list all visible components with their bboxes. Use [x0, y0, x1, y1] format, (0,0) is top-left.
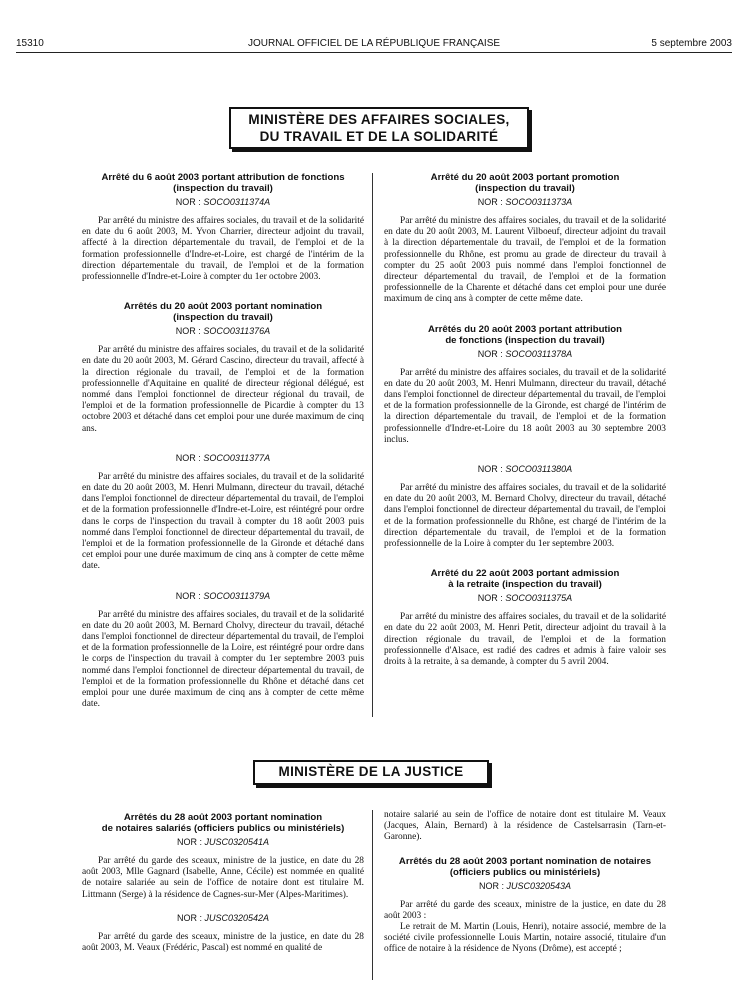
nor-reference: NOR : SOCO0311377A: [175, 452, 271, 463]
article-title: Arrêté du 20 août 2003 portant promotion (inspection du travail): [430, 172, 620, 194]
article-title: Arrêtés du 20 août 2003 portant attribution de fonctions (inspection du travail): [427, 323, 623, 346]
ministry-heading-social-affairs: [229, 107, 529, 149]
article-text: Par arrêté du ministre des affaires sociales, du travail et de la solidarité en date du 20 août 2003, M. Henri Mulmann, directeur du travail, détaché dans l'emploi fonctionnel de directeur départemental du travail, de l'emploi et de la formation professionnelle de la Gironde, est chargé de l'intérim de la direction départementale du travail, de l'emploi et de la formation professionnelle d'Indre-et-Loire du 18 août 2003 au 30 septembre 2003 inclus.: [384, 367, 666, 445]
article-text: Par arrêté du garde des sceaux, ministre de la justice, en date du 28 août 2003, Mlle Gagnard (Isabelle, Anne, Cécile) est nommée en qualité de notaire salariée au sein de l'office de notaire dont est titulaire M. Littmann (Serge) à la résidence de Cagnes-sur-Mer (Alpes-Maritimes).: [82, 856, 364, 900]
ministry-heading-line-1: MINISTÈRE DE LA JUSTICE: [278, 764, 464, 779]
article-title: Arrêté du 22 août 2003 portant admission à la retraite (inspection du travail): [430, 568, 620, 591]
article-title: Arrêtés du 28 août 2003 portant nomination de notaires salariés (officiers publics ou ministériels): [101, 812, 345, 834]
nor-reference: NOR : SOCO0311378A: [477, 348, 573, 359]
article-text: Le retrait de M. Martin (Louis, Henri), notaire associé, membre de la société civile professionnelle Louis Martin, notaire associé, titulaire d'un office de notaire à la résidence de Nyons (Drôme), est accepté ;: [384, 922, 666, 955]
article-text: Par arrêté du ministre des affaires sociales, du travail et de la solidarité en date du 20 août 2003, M. Gérard Cascino, directeur du travail, affecté à la direction régionale du travail, de l'emploi et de la formation professionnelle d'Aquitaine en qualité de directeur régional délégué, est nommé dans l'emploi fonctionnel de directeur régional du travail, de l'emploi et de la formation professionnelle de Picardie à compter du 13 octobre 2003 et détaché dans cet emploi pour une durée maximum de cinq ans.: [82, 345, 364, 434]
right-column-bottom: [384, 810, 666, 956]
article-text: Par arrêté du ministre des affaires sociales, du travail et de la solidarité en date du 20 août 2003, M. Bernard Cholvy, directeur du travail, détaché dans l'emploi fonctionnel de directeur départemental du travail, de l'emploi et de la formation professionnelle de la Loire, est réintégré pour ordre dans le corps de l'inspection du travail à compter du 1er septembre 2003 puis nommé dans l'emploi fonctionnel de directeur départemental du travail, de l'emploi et de la formation professionnelle du Rhône et détaché dans cet emploi pour une durée maximum de cinq ans à compter de cette même date.: [82, 609, 364, 710]
left-column-top: [82, 172, 364, 711]
nor-reference: NOR : SOCO0311373A: [477, 197, 573, 207]
article-text: Par arrêté du ministre des affaires sociales, du travail et de la solidarité en date du 22 août 2003, M. Henri Petit, directeur adjoint du travail à la direction régionale du travail, de l'emploi et de la formation professionnelle d'Alsace, est radié des cadres et admis à faire valoir ses droits à la retraite, à sa demande, à compter du 5 avril 2004.: [384, 612, 666, 668]
article-text: Par arrêté du ministre des affaires sociales, du travail et de la solidarité en date du 20 août 2003, M. Henri Mulmann, directeur du travail, détaché dans l'emploi fonctionnel de directeur départemental du travail, de l'emploi et de la formation professionnelle d'Indre-et-Loire, est réintégré pour ordre dans le corps de l'inspection du travail à compter du 18 août 2003 puis nommé dans l'emploi fonctionnel de directeur départemental du travail, de l'emploi et de la formation professionnelle de la Gironde et détaché dans cet emploi pour une durée maximum de cinq ans à compter de cette même date.: [82, 471, 364, 572]
article-title: Arrêtés du 28 août 2003 portant nomination de notaires (officiers publics ou ministériels): [398, 855, 652, 878]
column-divider-bottom: [372, 810, 373, 980]
article-title: Arrêté du 6 août 2003 portant attribution de fonctions (inspection du travail): [101, 172, 345, 194]
column-divider-top: [372, 173, 373, 717]
nor-reference: NOR : JUSC0320542A: [176, 912, 270, 923]
article-text: Par arrêté du ministre des affaires sociales, du travail et de la solidarité en date du 6 août 2003, M. Yvon Charrier, directeur adjoint du travail, affecté à la direction départementale du travail, de l'emploi et de la formation professionnelle d'Indre-et-Loire, est chargé de l'intérim de la direction départementale du travail, de l'emploi et de la formation professionnelle d'Indre-et-Loire à compter du 1er octobre 2003.: [82, 216, 364, 283]
article-text: Par arrêté du ministre des affaires sociales, du travail et de la solidarité en date du 20 août 2003, M. Laurent Vilboeuf, directeur adjoint du travail à la direction départementale du travail, de l'emploi et de la formation professionnelle du Rhône, est promu au grade de directeur du travail à compter du 25 août 2003 puis nommé dans l'emploi fonctionnel de directeur départemental du travail, de l'emploi et de la formation professionnelle de la Charente et détaché dans cet emploi pour une durée maximum de cinq ans à compter de cette même date.: [384, 216, 666, 305]
page-header: [16, 38, 732, 53]
nor-reference: NOR : SOCO0311375A: [477, 593, 573, 604]
ministry-heading-justice: [253, 760, 489, 785]
right-column-top: [384, 172, 666, 668]
ministry-heading-line-2: DU TRAVAIL ET DE LA SOLIDARITÉ: [259, 129, 499, 144]
page-number: 15310: [16, 38, 44, 49]
article-text-continued: notaire salarié au sein de l'office de notaire dont est titulaire M. Veaux (Jacques, Alain, Bernard) à la résidence de Castelsarrasin (Tarn-et-Garonne).: [384, 810, 666, 843]
nor-reference: NOR : SOCO0311379A: [175, 590, 271, 601]
nor-reference: NOR : SOCO0311374A: [175, 197, 271, 207]
nor-reference: NOR : SOCO0311376A: [175, 326, 271, 337]
article-text: Par arrêté du garde des sceaux, ministre de la justice, en date du 28 août 2003, M. Veaux (Frédéric, Pascal) est nommé en qualité de: [82, 931, 364, 954]
article-title: Arrêtés du 20 août 2003 portant nomination (inspection du travail): [123, 301, 323, 324]
ministry-heading-line-1: MINISTÈRE DES AFFAIRES SOCIALES,: [248, 112, 510, 127]
article-text: Par arrêté du garde des sceaux, ministre de la justice, en date du 28 août 2003 :: [384, 899, 666, 921]
nor-reference: NOR : JUSC0320543A: [478, 880, 572, 891]
nor-reference: NOR : JUSC0320541A: [176, 837, 270, 847]
left-column-bottom: [82, 812, 364, 954]
article-text: Par arrêté du ministre des affaires sociales, du travail et de la solidarité en date du 20 août 2003, M. Bernard Cholvy, directeur du travail, détaché dans l'emploi fonctionnel de directeur départemental du travail, de l'emploi et de la formation professionnelle du Rhône, est chargé de l'intérim de la direction départementale du travail, de l'emploi et de la formation professionnelle de la Loire à compter du 1er septembre 2003.: [384, 483, 666, 550]
journal-title: JOURNAL OFFICIEL DE LA RÉPUBLIQUE FRANÇAISE: [247, 38, 501, 49]
nor-reference: NOR : SOCO0311380A: [477, 464, 573, 475]
issue-date: 5 septembre 2003: [651, 38, 732, 49]
